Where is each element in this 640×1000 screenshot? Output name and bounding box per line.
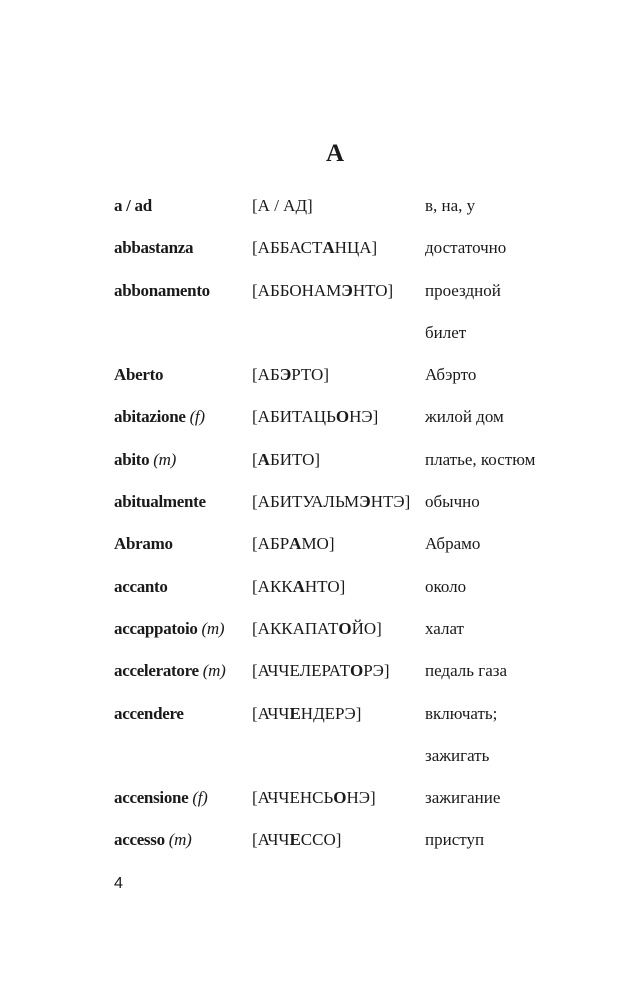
entry-transcription <box>252 439 425 481</box>
transcription-part: [АБ <box>252 365 280 385</box>
word-text: abbonamento <box>114 280 210 300</box>
entry-translation <box>425 819 484 861</box>
transcription-part: РТО] <box>291 365 329 385</box>
stressed-letter: Е <box>289 830 301 850</box>
entry-word <box>114 777 252 819</box>
transcription-part: НТЭ] <box>370 492 411 512</box>
stressed-letter: О <box>349 661 364 681</box>
entry-word <box>114 608 252 650</box>
entry-translation <box>425 270 501 355</box>
word-text: accanto <box>114 576 168 596</box>
transcription-part: [ <box>252 449 258 469</box>
entry-translation <box>425 566 466 608</box>
translation-line: приступ <box>425 830 485 850</box>
transcription-part: [АББАСТ <box>252 238 323 258</box>
dictionary-entry <box>114 354 594 396</box>
transcription-part: [АКК <box>252 576 293 596</box>
entry-transcription <box>252 354 425 396</box>
dictionary-entry <box>114 650 594 692</box>
entry-translation <box>425 439 535 481</box>
entry-transcription <box>252 777 425 819</box>
transcription-part: НЭ] <box>346 788 376 808</box>
word-text: abitualmente <box>114 492 206 512</box>
transcription-part: [АБИТУАЛЬМ <box>252 492 360 512</box>
entry-transcription <box>252 566 425 608</box>
word-text: Aberto <box>114 365 164 385</box>
translation-line: платье, костюм <box>425 449 536 469</box>
transcription-part: РЭ] <box>363 661 390 681</box>
entry-word <box>114 693 252 778</box>
gender-marker: (f) <box>189 407 205 427</box>
transcription-part: ЙО] <box>351 618 382 638</box>
transcription-part: ССО] <box>300 830 342 850</box>
translation-line: халат <box>425 618 464 638</box>
dictionary-entry <box>114 523 594 565</box>
entry-word <box>114 481 252 523</box>
entry-translation <box>425 185 475 227</box>
entry-translation <box>425 693 497 778</box>
stressed-letter: А <box>257 449 270 469</box>
gender-marker: (m) <box>202 661 226 681</box>
dictionary-entry <box>114 819 594 861</box>
word-text: Abramo <box>114 534 173 554</box>
transcription-part: [АККАПАТ <box>252 618 339 638</box>
entry-word <box>114 439 252 481</box>
transcription-part: БИТО] <box>269 449 321 469</box>
entry-transcription <box>252 185 425 227</box>
entry-transcription <box>252 270 425 355</box>
translation-line: около <box>425 576 467 596</box>
entry-word <box>114 650 252 692</box>
translation-line: зажигать <box>425 745 490 765</box>
entry-word <box>114 185 252 227</box>
transcription-part: [А / АД] <box>252 196 313 215</box>
dictionary-entry <box>114 608 594 650</box>
stressed-letter: Е <box>289 703 301 723</box>
translation-line: обычно <box>425 492 480 512</box>
transcription-part: НДЕРЭ] <box>300 703 362 723</box>
transcription-part: НЦА] <box>334 238 378 258</box>
transcription-part: [АБР <box>252 534 290 554</box>
transcription-part: [АЧЧ <box>252 830 290 850</box>
entry-word <box>114 523 252 565</box>
entry-translation <box>425 608 464 650</box>
transcription-part: МО] <box>301 534 335 554</box>
entry-word <box>114 354 252 396</box>
stressed-letter: О <box>335 407 350 427</box>
stressed-letter: А <box>322 238 335 258</box>
stressed-letter: Э <box>359 492 371 512</box>
entry-translation <box>425 354 476 396</box>
entry-word <box>114 270 252 355</box>
entry-word <box>114 819 252 861</box>
entry-translation <box>425 227 506 269</box>
translation-line: в, на, у <box>425 196 476 215</box>
word-text: abito <box>114 449 150 469</box>
transcription-part: НЭ] <box>349 407 379 427</box>
translation-line: билет <box>425 322 467 342</box>
dictionary-entry <box>114 481 594 523</box>
dictionary-entry <box>114 566 594 608</box>
stressed-letter: О <box>338 618 352 638</box>
stressed-letter: О <box>333 788 347 808</box>
transcription-part: [АЧЧЕЛЕРАТ <box>252 661 350 681</box>
stressed-letter: Э <box>279 365 292 385</box>
transcription-part: [АББОНАМ <box>252 280 342 300</box>
transcription-part: НТО] <box>304 576 346 596</box>
translation-line: достаточно <box>425 238 507 258</box>
gender-marker: (m) <box>168 830 192 850</box>
stressed-letter: Э <box>341 280 353 300</box>
transcription-part: [АЧЧ <box>252 703 290 723</box>
translation-line: зажигание <box>425 788 501 808</box>
entry-translation <box>425 481 480 523</box>
gender-marker: (m) <box>201 618 225 638</box>
entry-transcription <box>252 481 425 523</box>
word-text: accensione <box>114 788 189 808</box>
gender-marker: (m) <box>153 449 176 469</box>
word-text: abbastanza <box>114 238 194 258</box>
dictionary-list <box>114 185 594 862</box>
dictionary-entry <box>114 693 594 778</box>
transcription-part: [АБИТАЦЬ <box>252 407 336 427</box>
dictionary-entry <box>114 270 594 355</box>
entry-translation <box>425 650 507 692</box>
word-text: a / ad <box>114 196 152 215</box>
word-text: accesso <box>114 830 165 850</box>
dictionary-entry <box>114 185 594 227</box>
entry-transcription <box>252 693 425 778</box>
dictionary-entry <box>114 439 594 481</box>
entry-transcription <box>252 227 425 269</box>
transcription-part: [АЧЧЕНСЬ <box>252 788 334 808</box>
translation-line: включать; <box>425 703 498 723</box>
entry-word <box>114 396 252 438</box>
translation-line: жилой дом <box>425 407 504 427</box>
translation-line: Абрамо <box>425 534 481 554</box>
dictionary-entry <box>114 777 594 819</box>
word-text: accendere <box>114 703 184 723</box>
section-letter-heading: A <box>325 140 345 167</box>
word-text: accappatoio <box>114 618 198 638</box>
entry-transcription <box>252 396 425 438</box>
translation-line: педаль газа <box>425 661 508 681</box>
entry-translation <box>425 396 504 438</box>
entry-word <box>114 566 252 608</box>
word-text: abitazione <box>114 407 186 427</box>
entry-transcription <box>252 523 425 565</box>
word-text: acceleratore <box>114 661 199 681</box>
entry-transcription <box>252 819 425 861</box>
translation-line: Абэрто <box>425 365 477 385</box>
entry-word <box>114 227 252 269</box>
dictionary-entry <box>114 396 594 438</box>
entry-transcription <box>252 608 425 650</box>
gender-marker: (f) <box>192 788 208 808</box>
stressed-letter: А <box>289 534 302 554</box>
dictionary-entry <box>114 227 594 269</box>
stressed-letter: А <box>292 576 305 596</box>
entry-translation <box>425 523 480 565</box>
translation-line: проездной <box>425 280 501 300</box>
entry-translation <box>425 777 500 819</box>
transcription-part: НТО] <box>352 280 394 300</box>
page-number: 4 <box>114 875 123 892</box>
entry-transcription <box>252 650 425 692</box>
